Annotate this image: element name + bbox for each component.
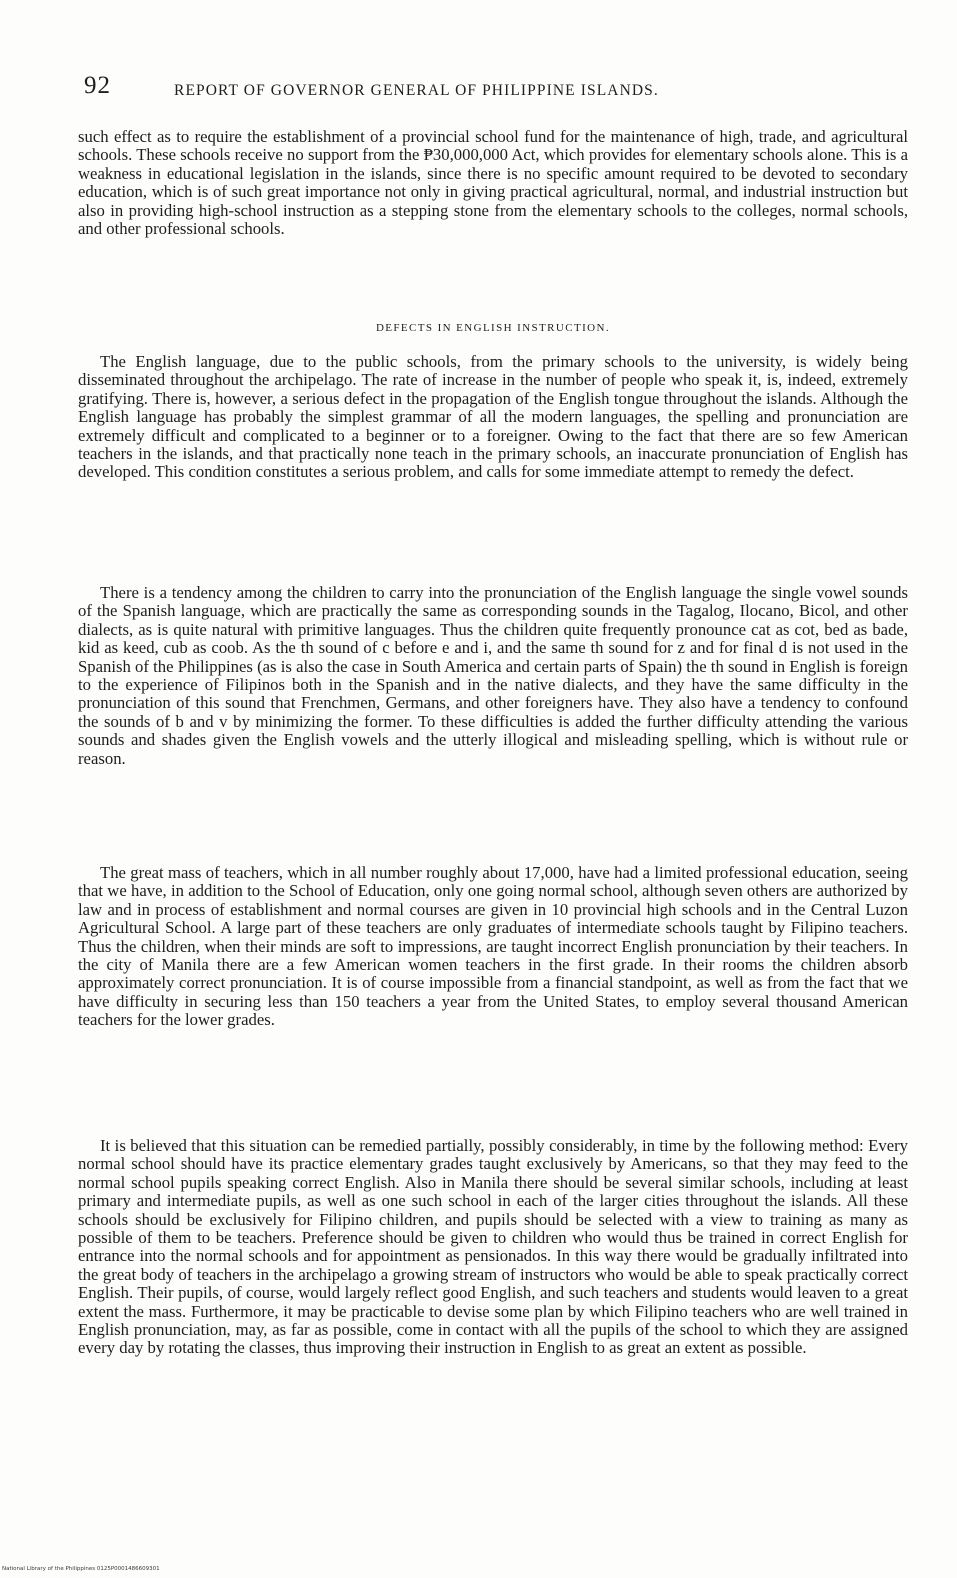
paragraph-text: The English language, due to the public schools, from the primary schools to the university, is widely being disseminated throughout the archipelago. The rate of increase in the number of people who speak it, is, indeed, extremely gratifying. There is, however, a serious defect in the propagation of the English tongue throughout the islands. Although the English language has probably the simplest grammar of all the modern languages, the spelling and pronunciation are extremely difficult and complicated to a beginner or to a foreigner. Owing to the fact that there are so few American teachers in the islands, and that practically none teach in the primary schools, an inaccurate pronunciation of English has developed. This condition constitutes a serious problem, and calls for some immediate attempt to remedy the defect. [78,352,908,482]
paragraph-text: There is a tendency among the children to carry into the pronunciation of the English language the single vowel sounds of the Spanish language, which are practically the same as corresponding sounds in the Tagalog, Ilocano, Bicol, and other dialects, as is quite natural with primitive languages. Thus the children quite frequently pronounce cat as cot, bed as bade, kid as keed, cub as coob. As the th sound of c before e and i, and the same th sound for z and for final d is not used in the Spanish of the Philippines (as is also the case in South America and certain parts of Spain) the th sound in English is foreign to the experience of Filipinos both in the Spanish and in the native dialects, and they have the same difficulty in the pronunciation of this sound that Frenchmen, Germans, and other foreigners have. They also have a tendency to confound the sounds of b and v by minimizing the former. To these difficulties is added the further difficulty attending the various sounds and shades given the English vowels and the utterly illogical and misleading spelling, which is without rule or reason. [78,583,908,768]
page-header [84,70,844,104]
body-paragraph-2 [78,584,908,768]
section-heading: DEFECTS IN ENGLISH INSTRUCTION. [375,322,611,334]
body-paragraph-1 [78,353,908,482]
running-title: REPORT OF GOVERNOR GENERAL OF PHILIPPINE ISLANDS. [174,82,659,99]
intro-paragraph [78,128,908,238]
paragraph-text: The great mass of teachers, which in all number roughly about 17,000, have had a limited professional education, seeing that we have, in addition to the School of Education, only one going normal school, although seven others are authorized by law and in process of establishment and normal courses are given in 10 provincial high schools and in the Central Luzon Agricultural School. A large part of these teachers are only graduates of intermediate schools taught by Filipino teachers. Thus the children, when their minds are soft to impressions, are taught incorrect English pronunciation by their teachers. In the city of Manila there are a few American women teachers in the first grade. In their rooms the children absorb approximately correct pronunciation. It is of course impossible from a financial standpoint, as well as from the fact that we have difficulty in securing less than 150 teachers a year from the United States, to employ several thousand American teachers for the lower grades. [78,863,908,1030]
page-number: 92 [84,72,111,99]
paragraph-text: such effect as to require the establishment of a provincial school fund for the maintenance of high, trade, and agricultural schools. These schools receive no support from the ₱30,000,000 Act, which provides for elementary schools alone. This is a weakness in educational legislation in the islands, since there is no specific amount required to be devoted to secondary education, which is of such great importance not only in giving practical agricultural, normal, and industrial instruction but also in providing high-school instruction as a stepping stone from the elementary schools to the colleges, normal schools, and other professional schools. [78,127,908,239]
paragraph-text: It is believed that this situation can be remedied partially, possibly considerably, in time by the following method: Every normal school should have its practice elementary grades taught exclusively by Americans, so that they may feed to the normal school pupils speaking correct English. Also in Manila there should be several similar schools, including at least primary and intermediate pupils, as well as one such school in each of the larger cities throughout the islands. All these schools should be exclusively for Filipino children, and pupils should be selected with a view to training as many as possible of them to be teachers. Preference should be given to children who would thus be trained in correct English for entrance into the normal schools and for appointment as pensionados. In this way there would be gradually infiltrated into the great body of teachers in the archipelago a growing stream of instructors who would be able to speak practically correct English. Their pupils, of course, would largely reflect good English, and such teachers and students would leaven to a great extent the mass. Furthermore, it may be practicable to devise some plan by which Filipino teachers who are well trained in English pronunciation, may, as far as possible, come in contact with all the pupils of the school to which they are assigned every day by rotating the classes, thus improving their instruction in English to as great an extent as possible. [78,1136,908,1358]
body-paragraph-3 [78,864,908,1030]
body-paragraph-4 [78,1137,908,1358]
scan-credit-footer: National Library of the Philippines 0125P0001486609301 [2,1566,160,1572]
